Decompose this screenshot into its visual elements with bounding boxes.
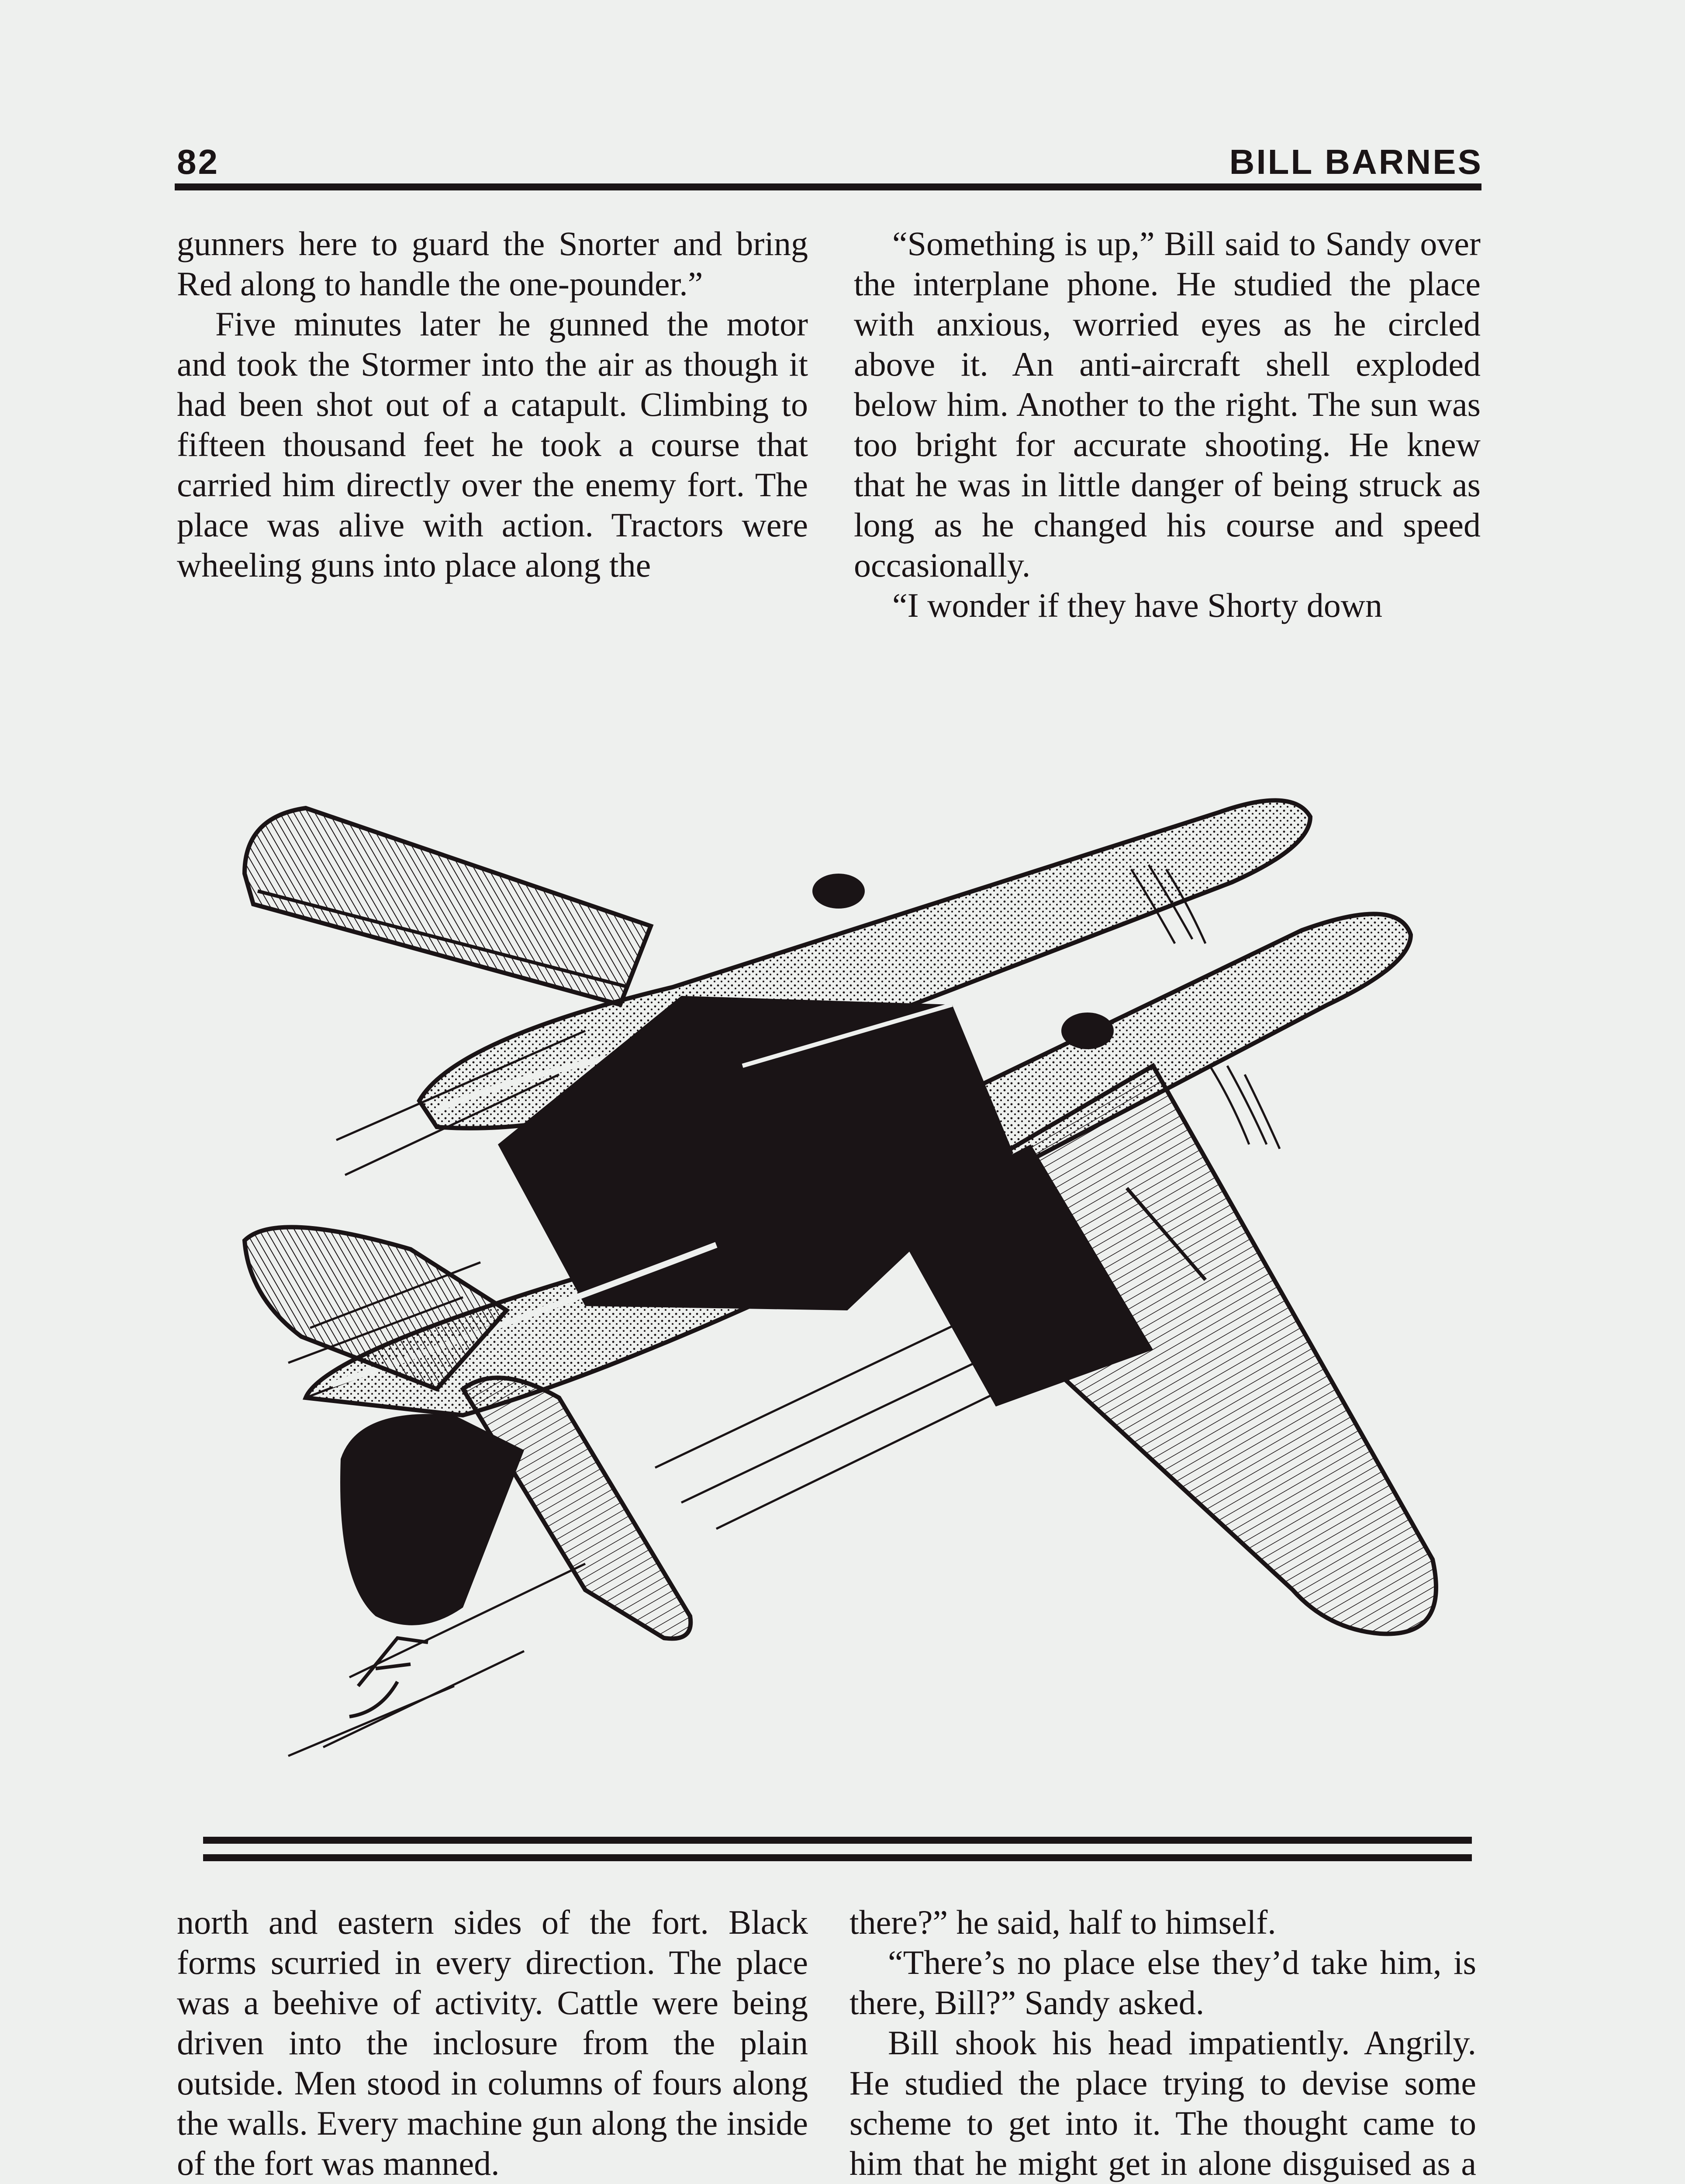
running-head: BILL BARNES bbox=[1229, 142, 1483, 181]
paragraph: Bill shook his head impatiently. Angrily. He studied the place trying to devise some scheme to get into it. The thought came to him that he might get in alone disguised as a bbox=[849, 2024, 1476, 2182]
paragraph: north and eastern sides of the fort. Black forms scurried in every direction. The place was a beehive of activity. Cattle were being driven into the inclosure from the plain outside. Men stood in columns of fours along the walls. Every machine gun along the inside of the fort was manned. bbox=[177, 1903, 808, 2182]
airplane-illustration bbox=[192, 760, 1529, 1791]
bottom-left-column bbox=[177, 1902, 808, 2184]
page-header bbox=[177, 138, 1483, 186]
paragraph: Five minutes later he gunned the motor and took the Stormer into the air as though it had been shot out of a catapult. Climbing to fifteen thousand feet he took a course that carried him directly over the enemy fort. The place was alive with action. Tractors were wheeling guns into place along the bbox=[177, 305, 808, 584]
top-left-column bbox=[177, 224, 808, 585]
paragraph: “I wonder if they have Shorty down bbox=[892, 586, 1383, 624]
artist-signature bbox=[349, 1638, 428, 1717]
paragraph: there?” he said, half to himself. bbox=[849, 1903, 1276, 1941]
page-number: 82 bbox=[177, 142, 219, 181]
paragraph: “There’s no place else they’d take him, is there, Bill?” Sandy asked. bbox=[849, 1943, 1476, 2022]
upper-wing-outer bbox=[245, 808, 651, 1005]
top-right-column bbox=[854, 224, 1481, 625]
section-rule bbox=[203, 1854, 1472, 1861]
paragraph: “Something is up,” Bill said to Sandy over the interplane phone. He studied the place with anxious, worried eyes as he circled above it. An anti-aircraft shell exploded below him. Another to the right. The sun was too bright for accurate shooting. He knew that he was in little danger of being struck as long as he changed his course and speed occasionally. bbox=[854, 225, 1481, 584]
header-rule bbox=[175, 183, 1481, 190]
bottom-right-column bbox=[849, 1902, 1476, 2184]
paragraph: gunners here to guard the Snorter and bring Red along to handle the one-pounder.” bbox=[177, 225, 808, 303]
section-rule bbox=[203, 1837, 1472, 1844]
